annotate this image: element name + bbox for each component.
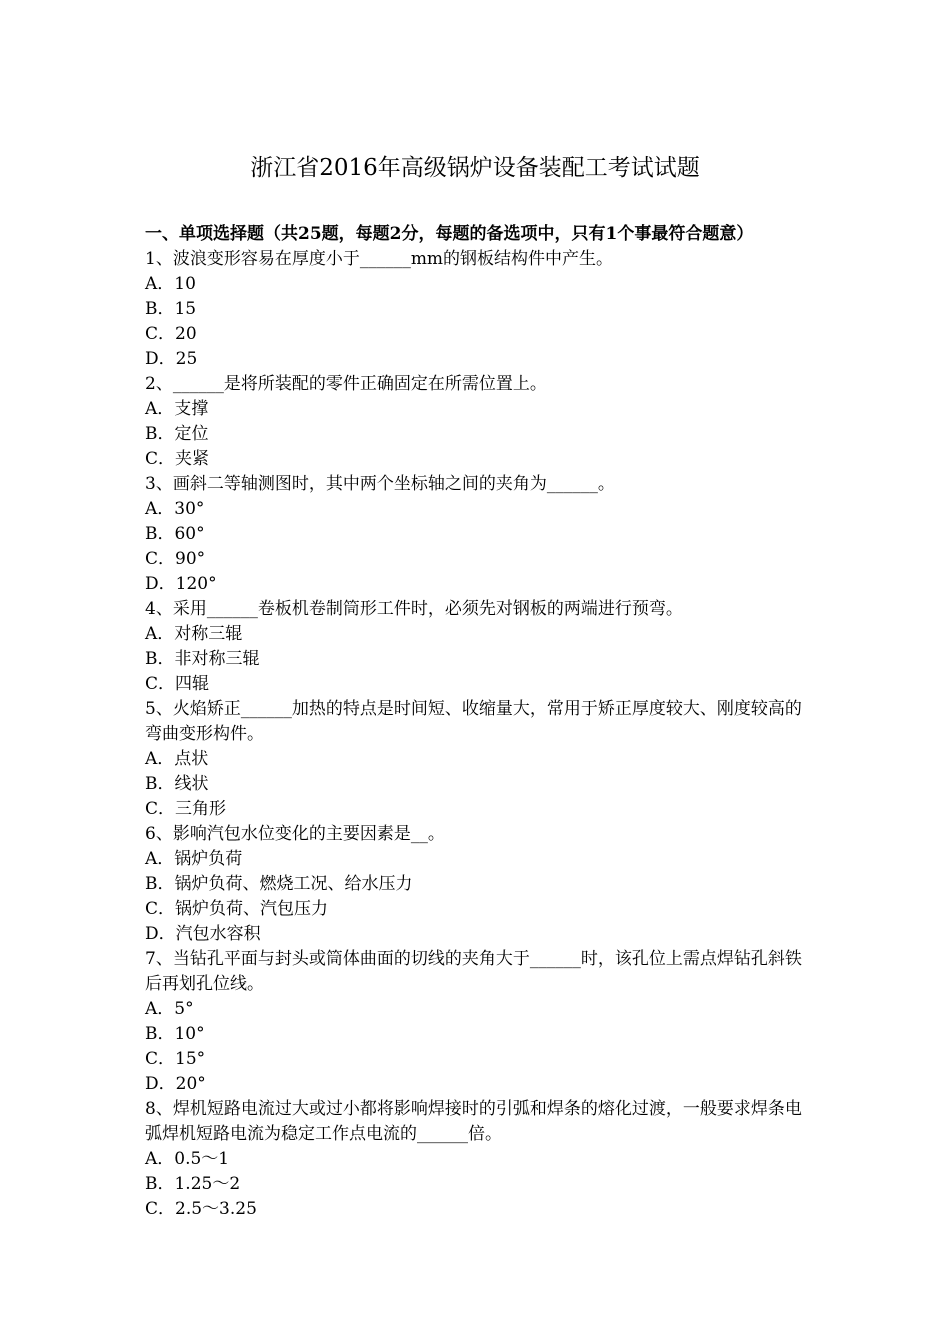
answer-option: A．10 [145,274,196,294]
question-stem: 4、采用______卷板机卷制筒形工件时，必须先对钢板的两端进行预弯。 [145,599,683,619]
answer-option: B．线状 [145,774,209,794]
answer-option: C．20 [145,324,197,344]
question-stem: 1、波浪变形容易在厚度小于______mm的钢板结构件中产生。 [145,249,614,269]
answer-option: D．25 [145,349,198,369]
answer-option: A．30° [145,499,205,519]
answer-option: C．90° [145,549,206,569]
answer-option: D．120° [145,574,217,594]
answer-option: A．5° [145,999,194,1019]
question-item [145,697,810,822]
question-item [145,597,810,697]
question-stem: 6、影响汽包水位变化的主要因素是__。 [145,824,445,844]
answer-option: A．对称三辊 [145,624,243,644]
answer-option: A．支撑 [145,399,209,419]
answer-option: C．15° [145,1049,206,1069]
document-title: 浙江省2016年高级锅炉设备装配工考试试题 [250,155,700,181]
answer-option: B．10° [145,1024,205,1044]
answer-option: D．汽包水容积 [145,924,261,944]
answer-option: B．60° [145,524,205,544]
question-stem: 7、当钻孔平面与封头或筒体曲面的切线的夹角大于______时，该孔位上需点焊钻孔斜铁后再划孔位线。 [145,949,802,994]
answer-option: B．15 [145,299,197,319]
question-item [145,472,810,597]
answer-option: A．点状 [145,749,209,769]
answer-option: B．非对称三辊 [145,649,260,669]
question-item [145,247,810,372]
section-heading: 一、单项选择题（共25题，每题2分，每题的备选项中，只有1个事最符合题意） [145,224,754,244]
answer-option: C．2.5～3.25 [145,1199,257,1219]
answer-option: B．定位 [145,424,209,444]
answer-option: C．夹紧 [145,449,210,469]
answer-option: B．1.25～2 [145,1174,241,1194]
answer-option: C．四辊 [145,674,210,694]
answer-option: D．20° [145,1074,206,1094]
question-stem: 2、______是将所装配的零件正确固定在所需位置上。 [145,374,547,394]
question-item [145,372,810,472]
question-item [145,822,810,947]
answer-option: C．锅炉负荷、汽包压力 [145,899,329,919]
question-list [145,247,810,1222]
answer-option: C．三角形 [145,799,227,819]
answer-option: B．锅炉负荷、燃烧工况、给水压力 [145,874,413,894]
question-item [145,1097,810,1222]
question-item [145,947,810,1097]
answer-option: A．锅炉负荷 [145,849,243,869]
question-stem: 5、火焰矫正______加热的特点是时间短、收缩量大，常用于矫正厚度较大、刚度较高的弯曲变形构件。 [145,699,802,744]
document-body [145,222,810,1222]
answer-option: A．0.5～1 [145,1149,230,1169]
question-stem: 3、画斜二等轴测图时，其中两个坐标轴之间的夹角为______。 [145,474,615,494]
question-stem: 8、焊机短路电流过大或过小都将影响焊接时的引弧和焊条的熔化过渡，一般要求焊条电弧焊机短路电流为稳定工作点电流的______倍。 [145,1099,802,1144]
